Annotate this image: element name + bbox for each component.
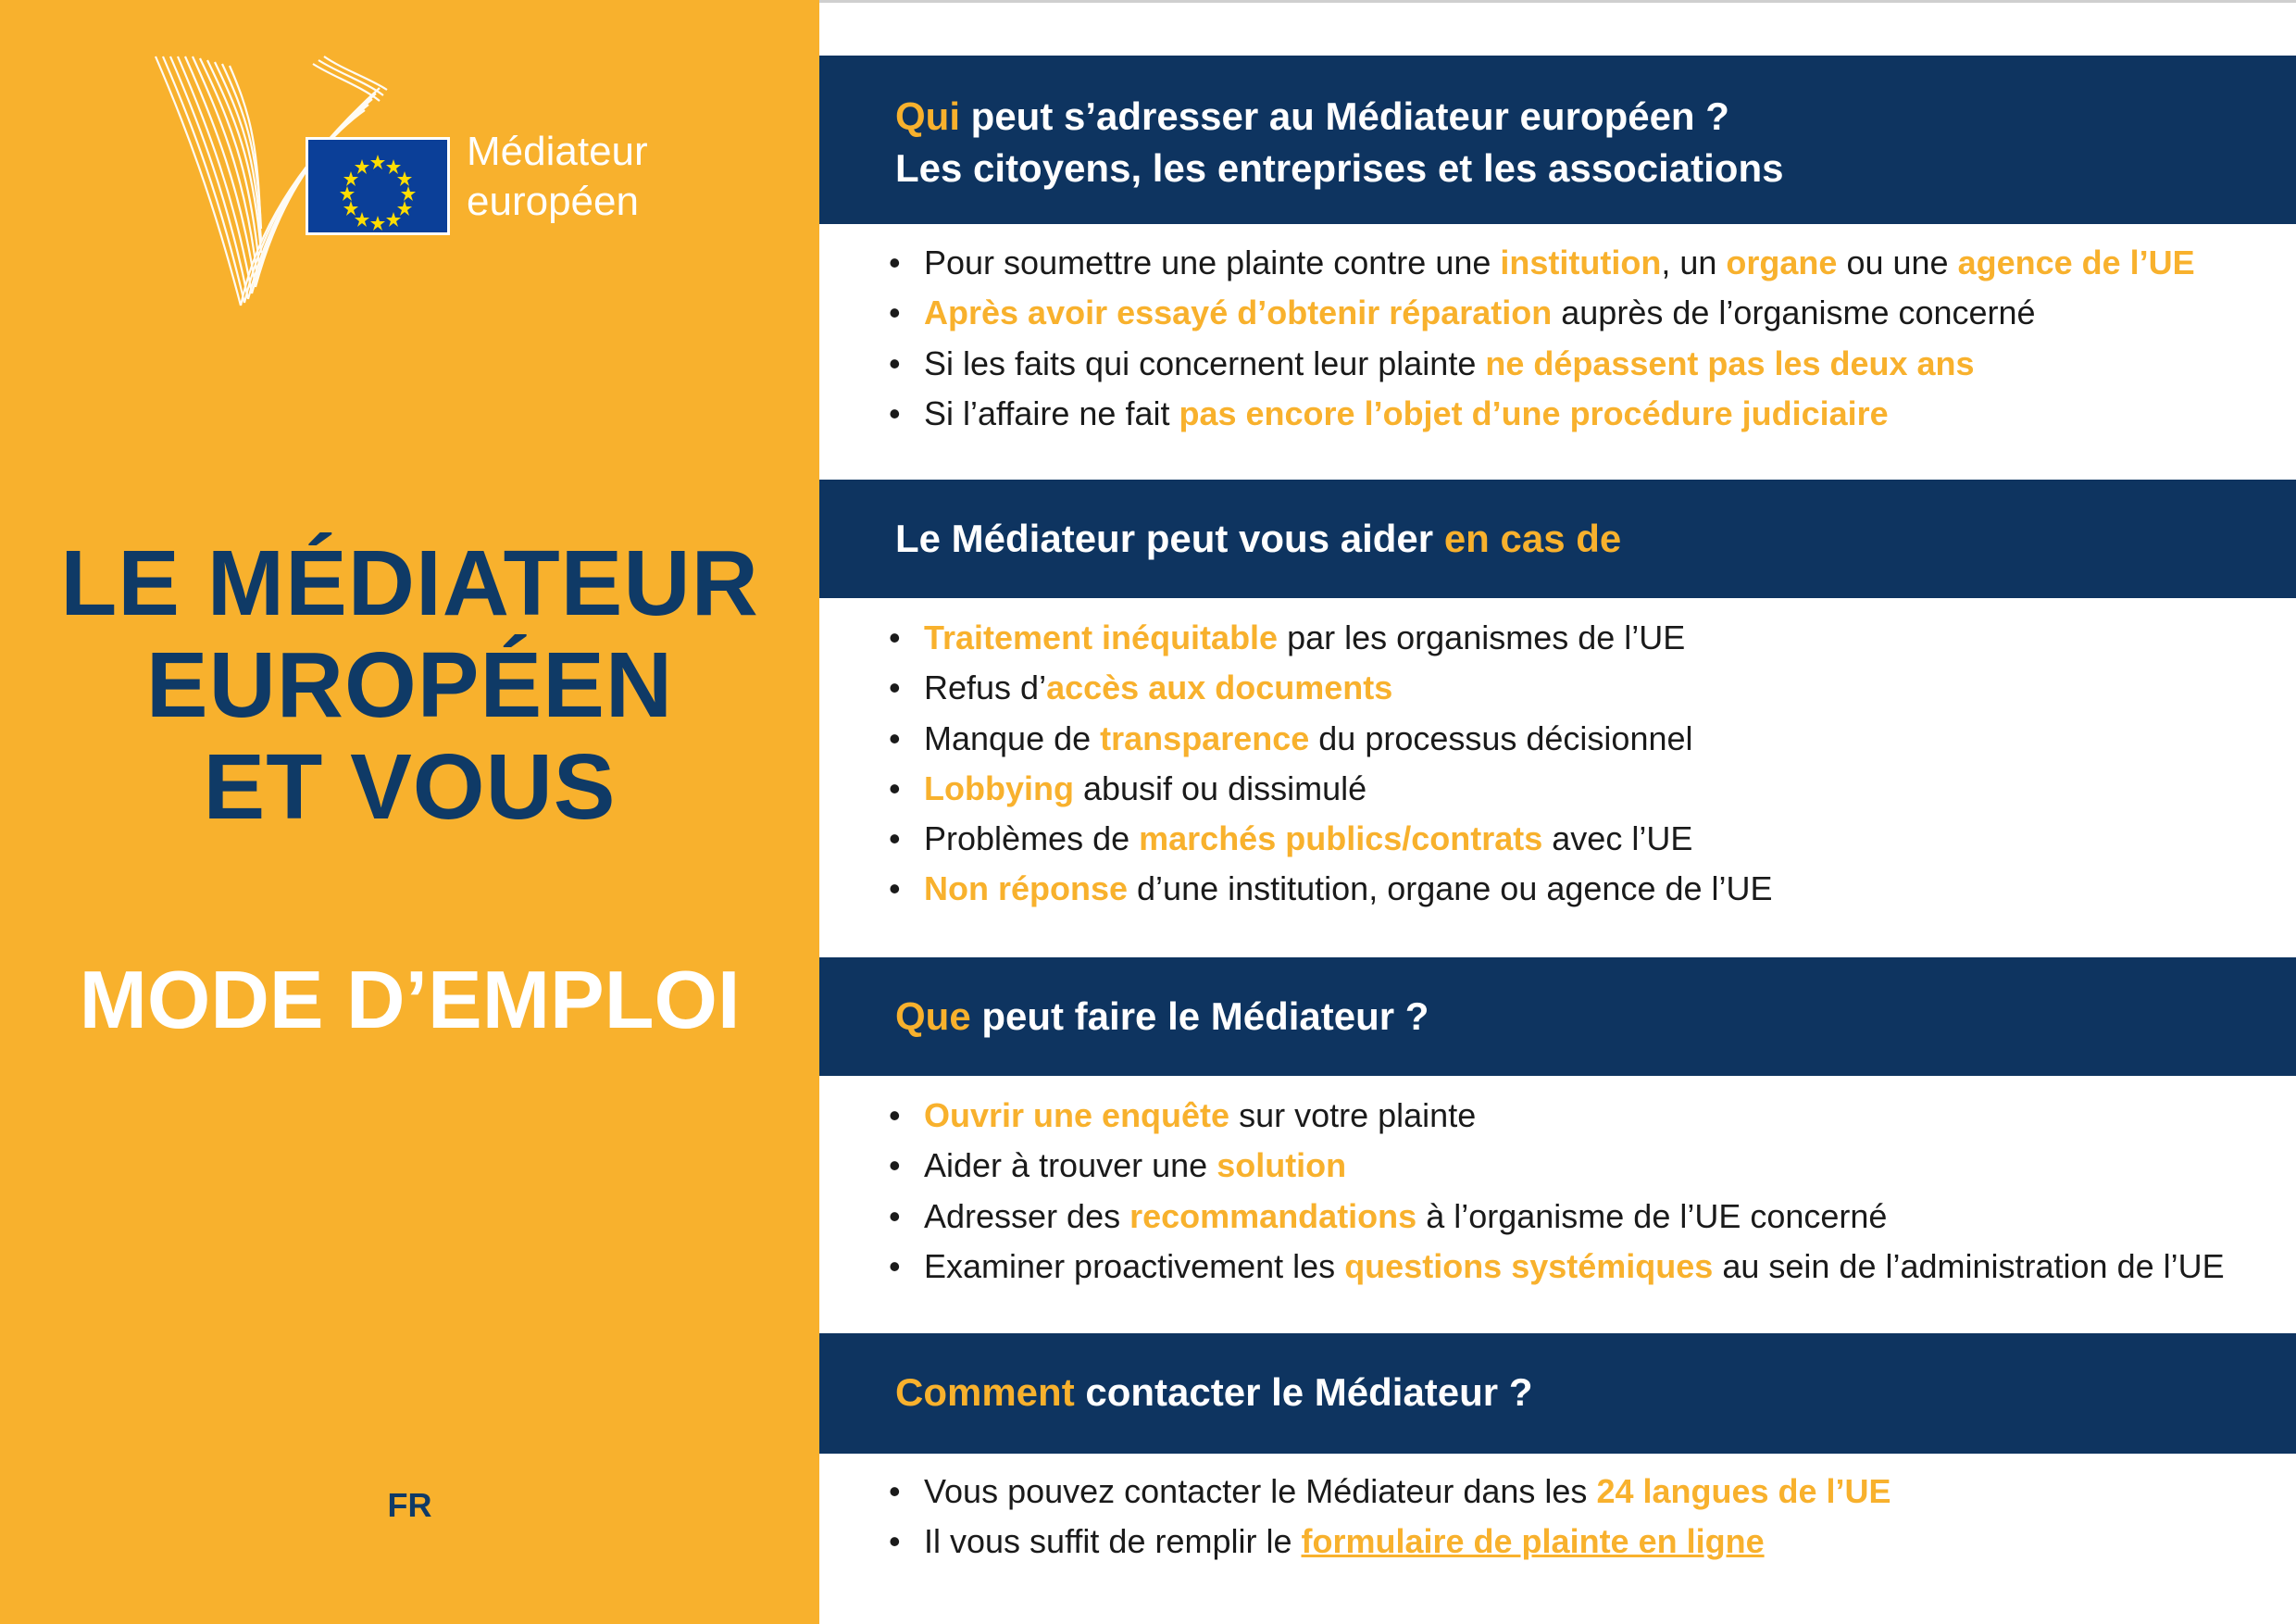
heading-highlight: Comment xyxy=(895,1370,1075,1414)
list-item xyxy=(889,339,2195,389)
item-text: Si les faits qui concernent leur plainte xyxy=(924,344,1486,382)
highlight-text: Lobbying xyxy=(924,768,1074,807)
heading-text: peut faire le Médiateur ? xyxy=(970,994,1429,1038)
highlight-text: Après avoir essayé d’obtenir réparation xyxy=(924,294,1553,332)
item-text: par les organismes de l’UE xyxy=(1278,618,1686,656)
item-text: Il vous suffit de remplir le xyxy=(924,1522,1302,1561)
bullet-icon: • xyxy=(889,1246,901,1285)
item-text: Refus d’ xyxy=(924,668,1047,707)
bullet-icon: • xyxy=(889,1522,901,1561)
heading-text: Les citoyens, les entreprises et les associations xyxy=(895,146,1784,190)
bullet-icon: • xyxy=(889,768,901,807)
highlight-text: organe xyxy=(1726,244,1838,281)
highlight-text: ne dépassent pas les deux ans xyxy=(1485,344,1975,382)
list-item xyxy=(889,714,1773,764)
highlight-text: marchés publics/contrats xyxy=(1139,819,1543,858)
highlight-text: Traitement inéquitable xyxy=(924,618,1279,656)
item-text: Adresser des xyxy=(924,1196,1130,1235)
heading-highlight: Qui xyxy=(895,94,960,138)
list-item xyxy=(889,238,2195,288)
section-1-list xyxy=(889,238,2195,439)
bullet-icon: • xyxy=(889,819,901,858)
online-complaint-form-link[interactable]: formulaire de plainte en ligne xyxy=(1301,1522,1765,1561)
list-item xyxy=(889,864,1773,914)
bullet-icon: • xyxy=(889,1096,901,1134)
highlight-text: institution xyxy=(1500,244,1662,281)
highlight-text: transparence xyxy=(1100,718,1310,757)
heading-text: peut s’adresser au Médiateur européen ? xyxy=(960,94,1729,138)
heading-highlight: Que xyxy=(895,994,971,1038)
cover-title xyxy=(0,532,819,838)
language-code: FR xyxy=(387,1486,432,1524)
item-text: Problèmes de xyxy=(924,819,1140,858)
highlight-text: pas encore l’objet d’une procédure judiciaire xyxy=(1179,394,1889,432)
item-text: Aider à trouver une xyxy=(924,1146,1217,1185)
item-text: sur votre plainte xyxy=(1229,1096,1477,1134)
bullet-icon: • xyxy=(889,1472,901,1510)
list-item xyxy=(889,389,2195,439)
cover-title-line-1: LE MÉDIATEUR xyxy=(60,531,759,635)
highlight-text: Ouvrir une enquête xyxy=(924,1096,1230,1134)
list-item xyxy=(889,1242,2225,1292)
logo-wordmark xyxy=(467,127,648,227)
highlight-text: agence de l’UE xyxy=(1957,244,2195,281)
highlight-text: solution xyxy=(1217,1146,1347,1185)
section-4-list xyxy=(889,1467,1891,1568)
item-text: abusif ou dissimulé xyxy=(1073,768,1367,807)
highlight-text: accès aux documents xyxy=(1046,668,1393,707)
list-item xyxy=(889,613,1773,663)
section-1-heading-line-1 xyxy=(895,91,2296,143)
cover-panel xyxy=(0,0,819,1624)
item-text: du processus décisionnel xyxy=(1309,718,1693,757)
top-rule xyxy=(819,0,2296,3)
list-item xyxy=(889,288,2195,338)
section-4-header xyxy=(819,1333,2296,1454)
item-text: à l’organisme de l’UE concerné xyxy=(1416,1196,1888,1235)
bullet-icon: • xyxy=(889,294,901,332)
section-2-list xyxy=(889,613,1773,915)
cover-title-line-3: ET VOUS xyxy=(203,735,617,839)
list-item xyxy=(889,1192,2225,1242)
list-item xyxy=(889,1467,1891,1517)
list-item xyxy=(889,1141,2225,1191)
section-1-heading-line-2 xyxy=(895,143,2296,194)
list-item xyxy=(889,764,1773,814)
cover-subtitle: MODE D’EMPLOI xyxy=(79,954,741,1045)
bullet-icon: • xyxy=(889,668,901,707)
section-3-list xyxy=(889,1091,2225,1292)
list-item xyxy=(889,1517,1891,1567)
item-text: au sein de l’administration de l’UE xyxy=(1713,1246,2225,1285)
item-text: Vous pouvez contacter le Médiateur dans les xyxy=(924,1472,1597,1510)
highlight-text: Non réponse xyxy=(924,869,1129,908)
ombudsman-logo xyxy=(148,51,667,319)
item-text: d’une institution, organe ou agence de l’UE xyxy=(1128,869,1773,908)
eu-stars-icon xyxy=(308,140,447,232)
section-2-heading-line-1 xyxy=(895,513,2296,565)
bullet-icon: • xyxy=(889,344,901,382)
cover-title-line-2: EUROPÉEN xyxy=(145,633,674,737)
highlight-text: 24 langues de l’UE xyxy=(1596,1472,1891,1510)
bullet-icon: • xyxy=(889,718,901,757)
section-3-heading-line-1 xyxy=(895,991,2296,1043)
list-item xyxy=(889,814,1773,864)
highlight-text: questions systémiques xyxy=(1344,1246,1714,1285)
highlight-text: recommandations xyxy=(1129,1196,1417,1235)
item-text: Examiner proactivement les xyxy=(924,1246,1345,1285)
item-text: Manque de xyxy=(924,718,1101,757)
bullet-icon: • xyxy=(889,394,901,432)
section-2-header xyxy=(819,480,2296,598)
logo-line-1: Médiateur xyxy=(467,129,648,174)
bullet-icon: • xyxy=(889,1196,901,1235)
item-text: ou une xyxy=(1837,244,1958,281)
item-text: , un xyxy=(1661,244,1727,281)
item-text: Si l’affaire ne fait xyxy=(924,394,1179,432)
item-text: Pour soumettre une plainte contre une xyxy=(924,244,1501,281)
logo-line-2: européen xyxy=(467,179,639,224)
bullet-icon: • xyxy=(889,618,901,656)
bullet-icon: • xyxy=(889,1146,901,1185)
list-item xyxy=(889,663,1773,713)
item-text: auprès de l’organisme concerné xyxy=(1552,294,2036,332)
item-text: avec l’UE xyxy=(1542,819,1693,858)
bullet-icon: • xyxy=(889,244,901,281)
list-item xyxy=(889,1091,2225,1141)
section-4-heading-line-1 xyxy=(895,1367,2296,1418)
section-1-header xyxy=(819,56,2296,224)
heading-text: contacter le Médiateur ? xyxy=(1074,1370,1533,1414)
bullet-icon: • xyxy=(889,869,901,908)
heading-highlight: en cas de xyxy=(1443,517,1622,560)
eu-flag-icon xyxy=(306,137,450,235)
heading-text: Le Médiateur peut vous aider xyxy=(895,517,1444,560)
section-3-header xyxy=(819,957,2296,1076)
